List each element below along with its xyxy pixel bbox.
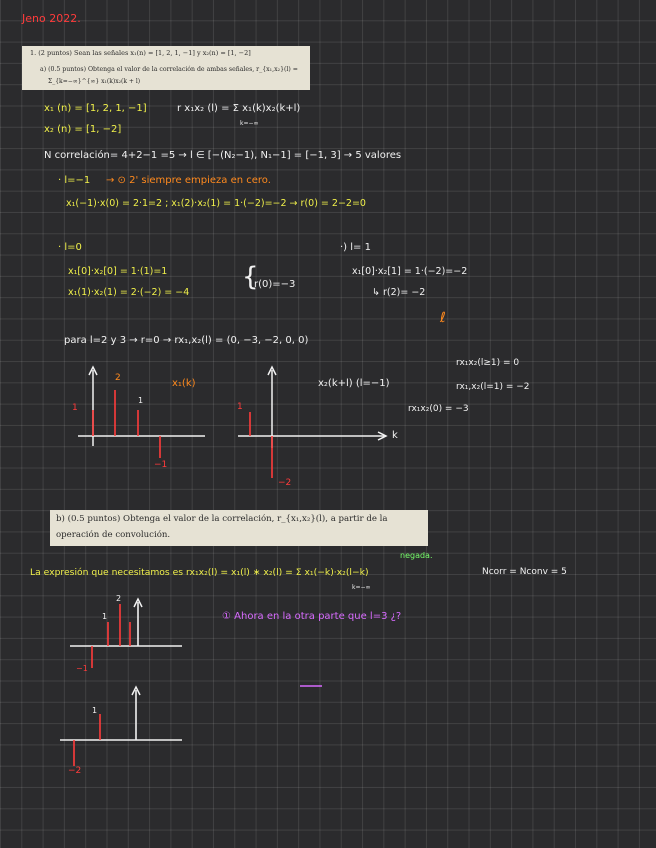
x1-definition: x₁ (n) = [1, 2, 1, −1] [44, 103, 147, 114]
b-label-neg1: −1 [76, 664, 88, 673]
sum-limit-a: k=−∞ [240, 120, 259, 127]
corr-formula: r x₁x₂ (l) = Σ x₁(k)x₂(k+l) [177, 103, 301, 114]
label-v1b: 1 [138, 396, 144, 405]
b-label-1: 1 [102, 612, 108, 621]
b-label-neg2: −2 [68, 766, 82, 776]
label-x1k: x₁(k) [172, 378, 196, 389]
label-v2: 2 [115, 373, 121, 383]
label-v1c: 1 [237, 402, 243, 412]
problem-b-line-2: operación de convolución. [56, 530, 171, 540]
l0-calc-a: x₁[0]·x₂[0] = 1·(1)=1 [68, 266, 168, 277]
label-x2kl: x₂(k+l) (l=−1) [318, 378, 390, 389]
n-correlation: N correlación= 4+2−1 =5 → l ∈ [−(N₂−1), N₁−1] = [−1, 3] → 5 valores [44, 150, 402, 161]
negada-note: negada. [400, 551, 433, 560]
problem-line-2: a) (0.5 puntos) Obtenga el valor de la correlación de ambas señales, r_{x₁,x₂}(l) = [40, 66, 298, 73]
r-result-2: rx₁,x₂(l=1) = −2 [456, 382, 530, 392]
l-minus1-calc: x₁(−1)·x(0) = 2·1=2 ; x₁(2)·x₂(1) = 1·(−2)=−2 → r(0) = 2−2=0 [66, 198, 366, 209]
para-result: para l=2 y 3 → r=0 → rx₁,x₂(l) = (0, −3, −2, 0, 0) [64, 335, 309, 346]
label-v1: 1 [72, 403, 78, 413]
date-heading: Jeno 2022. [22, 12, 81, 25]
problem-b-line-1: b) (0.5 puntos) Obtenga el valor de la correlación, r_{x₁,x₂}(l), a partir de la [56, 514, 388, 524]
x2-definition: x₂ (n) = [1, −2] [44, 124, 122, 135]
l-minus1-label: · l=−1 [58, 175, 91, 186]
b-label-2: 2 [116, 594, 122, 603]
problem-line-3: Σ_{k=−∞}^{∞} x₁(k)x₂(k + l) [48, 78, 141, 85]
label-k-axis: k [392, 430, 398, 441]
ncorr-nconv: Ncorr = Nconv = 5 [482, 567, 567, 577]
l0-calc-b: x₁(1)·x₂(1) = 2·(−2) = −4 [68, 287, 190, 298]
question-note: ① Ahora en la otra parte que l=3 ¿? [222, 611, 402, 622]
label-vneg2: −2 [278, 478, 292, 488]
l1-label: ·) l= 1 [340, 242, 371, 253]
b-expression: La expresión que necesitamos es rx₁x₂(l) = x₁(l) ∗ x₂(l) = Σ x₁(−k)·x₂(l−k) [30, 567, 369, 578]
r-result-1: rx₁x₂(l≥1) = 0 [456, 358, 520, 368]
problem-b-box [50, 510, 428, 546]
l0-label: · l=0 [58, 242, 82, 253]
label-vneg1: −1 [154, 460, 168, 470]
l1-calc-a: x₁[0]·x₂[1] = 1·(−2)=−2 [352, 266, 468, 277]
orange-mark: ℓ [440, 310, 446, 326]
l0-result: r(0)=−3 [254, 279, 296, 290]
b-label-1b: 1 [92, 706, 98, 715]
r-result-3: rx₁x₂(0) = −3 [408, 404, 469, 414]
sum-limit-b: k=−∞ [352, 584, 371, 591]
problem-line-1: 1. (2 puntos) Sean las señales x₁(n) = [1, 2, 1, −1] y x₂(n) = [1, −2] [30, 49, 251, 57]
orange-note: → ⊙ 2' siempre empieza en cero. [106, 175, 271, 186]
l0-brace: { [242, 262, 259, 292]
l1-calc-b: ↳ r(2)= −2 [372, 287, 426, 298]
